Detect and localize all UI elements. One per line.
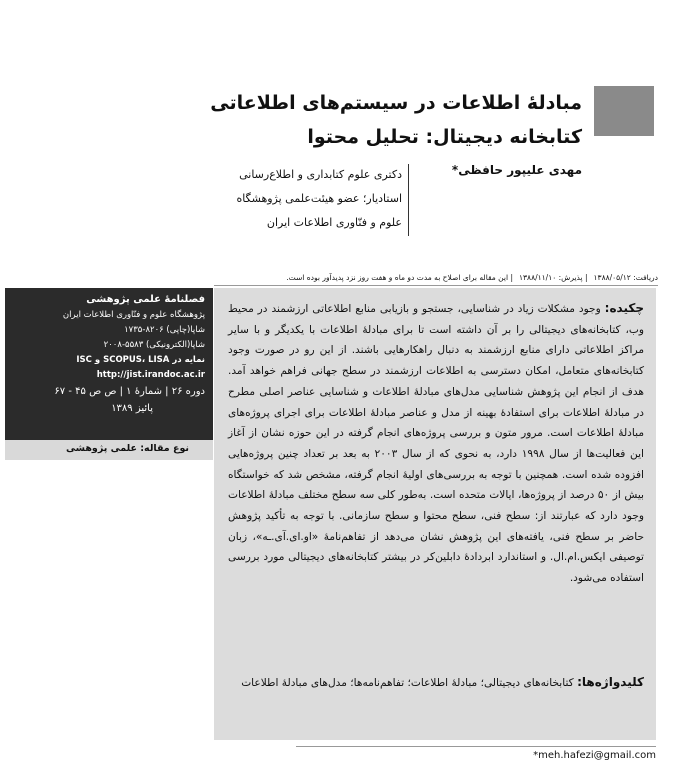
abstract-label: چکیده: [604,301,644,315]
author-email: *meh.hafezi@gmail.com [533,750,656,761]
keywords-list: کتابخانه‌های دیجیتالی؛ مبادلۀ اطلاعات؛ تفاهم‌نامه‌ها؛ مدل‌های مبادلۀ اطلاعات [241,677,574,689]
paper-title [122,86,582,154]
received-date: دریافت: ۱۳۸۸/۰۵/۱۲ [593,273,658,282]
author-degree: دکتری علوم کتابداری و اطلاع‌رسانی [239,168,402,181]
accepted-date: پذیرش: ۱۳۸۸/۱۱/۱۰ [518,273,583,282]
abstract-body: وجود مشکلات زیاد در شناسایی، جستجو و بازیابی منابع اطلاعاتی ارزشمند در محیط وب، کتابخانه‌های دیجیتالی را بر آن داشته است تا برای مبادلۀ اطلاعات با یکدیگر و با سایر مراکز اطلاعاتی دارای منابع ارزشمند به دنبال راهکارهایی باشند. از این رو در صورت وجود کتابخانه‌های متعامل، امکان دسترسی به اطلاعات ارزشمند در سطح جهانی فراهم خواهد آمد. هدف از انجام این پژوهش شناسایی مدل‌های مبادلۀ اطلاعات و شناسایی عناصر اصلی مطرح در مبادلۀ اطلاعات برای استفادۀ بهینه از مدل و عناصر مبادلۀ اطلاعات برای اجرای پروژه‌های مبادلۀ اطلاعات است. مرور متون و بررسی پروژه‌های انجام گرفته در این حوزه نشان از آغاز این فعالیت‌ها از سال ۱۹۹۸ دارد، به نحوی که از سال ۲۰۰۳ به بعد بر تعداد چنین پروژه‌هایی افزوده شده است. همچنین با توجه به بررسی‌های اولیۀ انجام گرفته، مشخص شد که خواستگاه بیش از ۵۰ درصد از پروژه‌ها، ایالات متحده است. به‌طور کلی سه سطح مختلف مبادلۀ اطلاعات وجود دارد که عبارتند از: سطح فنی، سطح محتوا و سطح سازمانی. با توجه به تأکید پژوهش حاضر بر سطح فنی، یافته‌های این پژوهش نشان می‌دهد از تفاهم‌نامۀ «او.ای.آی.ـه»، زبان توصیفی ایکس.ام.ال. و استاندارد ابردادۀ دابلین‌کر در بیشتر کتابخانه‌های دیجیتالی مورد بررسی استفاده می‌شود. [228,303,644,585]
journal-issn-print: شاپا(چاپی) ۸۲۰۶-۱۷۳۵ [124,325,205,335]
journal-publisher: پژوهشگاه علوم و فنّاوری اطلاعات ایران [62,310,205,320]
journal-volume: دوره ۲۶ | شمارۀ ۱ | ص ص ۴۵ - ۶۷ [54,386,205,397]
revision-note: این مقاله برای اصلاح به مدت دو ماه و هفت روز نزد پدیدآور بوده است. [286,273,509,282]
abstract-panel [214,288,656,740]
article-type-bar [5,440,213,460]
keywords-label: کلیدواژه‌ها: [577,675,644,689]
journal-issn-online: شاپا(الکترونیکی) ۵۵۸۳-۲۰۰۸ [103,340,205,350]
footnote-divider [296,746,656,747]
author-position: استادیار؛ عضو هیئت‌علمی پژوهشگاه [236,192,402,205]
author-institute: علوم و فنّاوری اطلاعات ایران [266,216,402,229]
keywords [228,672,644,694]
decorative-gray-block [594,86,654,136]
article-dates: دریافت: ۱۳۸۸/۰۵/۱۲| پذیرش: ۱۳۸۸/۱۱/۱۰| این مقاله برای اصلاح به مدت دو ماه و هفت روز نزد پدیدآور بوده است. [214,273,658,286]
journal-indexing: نمایه در SCOPUS، LISA و ISC [76,355,205,365]
title-line-2: کتابخانه دیجیتال: تحلیل محتوا [307,126,582,148]
journal-season: پائیز ۱۳۸۹ [111,403,153,414]
journal-info-panel [5,288,213,440]
abstract [228,298,644,589]
journal-name: فصلنامۀ علمی پژوهشی [86,294,205,305]
journal-website-link[interactable]: http://jist.irandoc.ac.ir [96,370,205,380]
title-line-1: مبادلۀ اطلاعات در سیستم‌های اطلاعاتی [210,92,582,114]
author-affiliation [236,163,402,235]
author-divider [408,164,409,236]
article-type: نوع مقاله: علمی پژوهشی [66,443,189,454]
author-name: مهدی علیپور حافظی* [451,163,582,177]
